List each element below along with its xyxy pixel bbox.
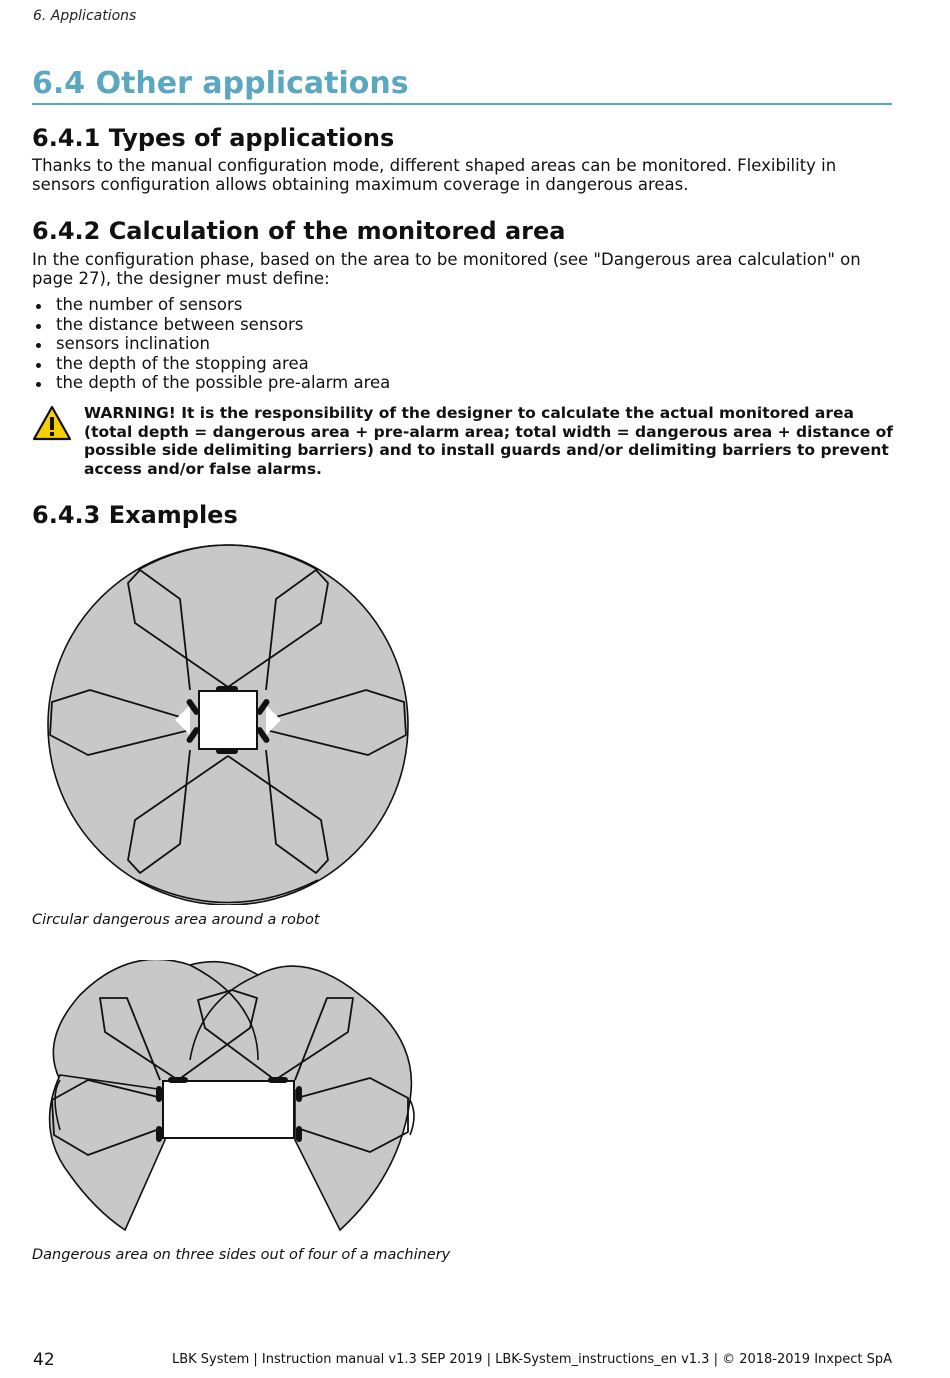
subsection-title-examples: 6.4.3 Examples <box>32 501 238 529</box>
definition-list <box>32 295 390 393</box>
types-paragraph: Thanks to the manual configuration mode, different shaped areas can be monitored. Flexibility in sensors configuration allows obtaining maximum coverage in dangerous areas. <box>32 156 837 194</box>
three-sides-area-diagram <box>40 960 425 1240</box>
machinery-box <box>163 1081 294 1138</box>
page-number: 42 <box>33 1350 55 1370</box>
warning-triangle-icon <box>32 405 72 441</box>
subsection-title-types: 6.4.1 Types of applications <box>32 124 395 152</box>
robot-box <box>199 691 257 749</box>
list-item: the depth of the stopping area <box>32 354 390 374</box>
figure-caption-three-sides: Dangerous area on three sides out of four of a machinery <box>32 1247 451 1263</box>
section-title: 6.4 Other applications <box>32 66 892 105</box>
footer-info: LBK System | Instruction manual v1.3 SEP 2019 | LBK-System_instructions_en v1.3 | © 2018-2019 Inxpect SpA <box>171 1352 892 1367</box>
subsection-title-calculation: 6.4.2 Calculation of the monitored area <box>32 217 566 245</box>
running-header: 6. Applications <box>33 8 137 24</box>
list-item: sensors inclination <box>32 334 390 354</box>
list-item: the number of sensors <box>32 295 390 315</box>
list-item: the depth of the possible pre-alarm area <box>32 373 390 393</box>
calculation-paragraph: In the configuration phase, based on the area to be monitored (see "Dangerous area calculation" on page 27), the designer must define: <box>32 250 861 288</box>
circular-area-diagram <box>40 540 420 905</box>
list-item: the distance between sensors <box>32 315 390 335</box>
figure-caption-circular: Circular dangerous area around a robot <box>32 912 320 928</box>
warning-text: WARNING! It is the responsibility of the designer to calculate the actual monitored area (total depth = dangerous area + pre-alarm area; total width = dangerous area + distance of possible side delimiting barriers) and to install guards and/or delimiting barriers to prevent access and/or false alarms. <box>84 404 894 478</box>
